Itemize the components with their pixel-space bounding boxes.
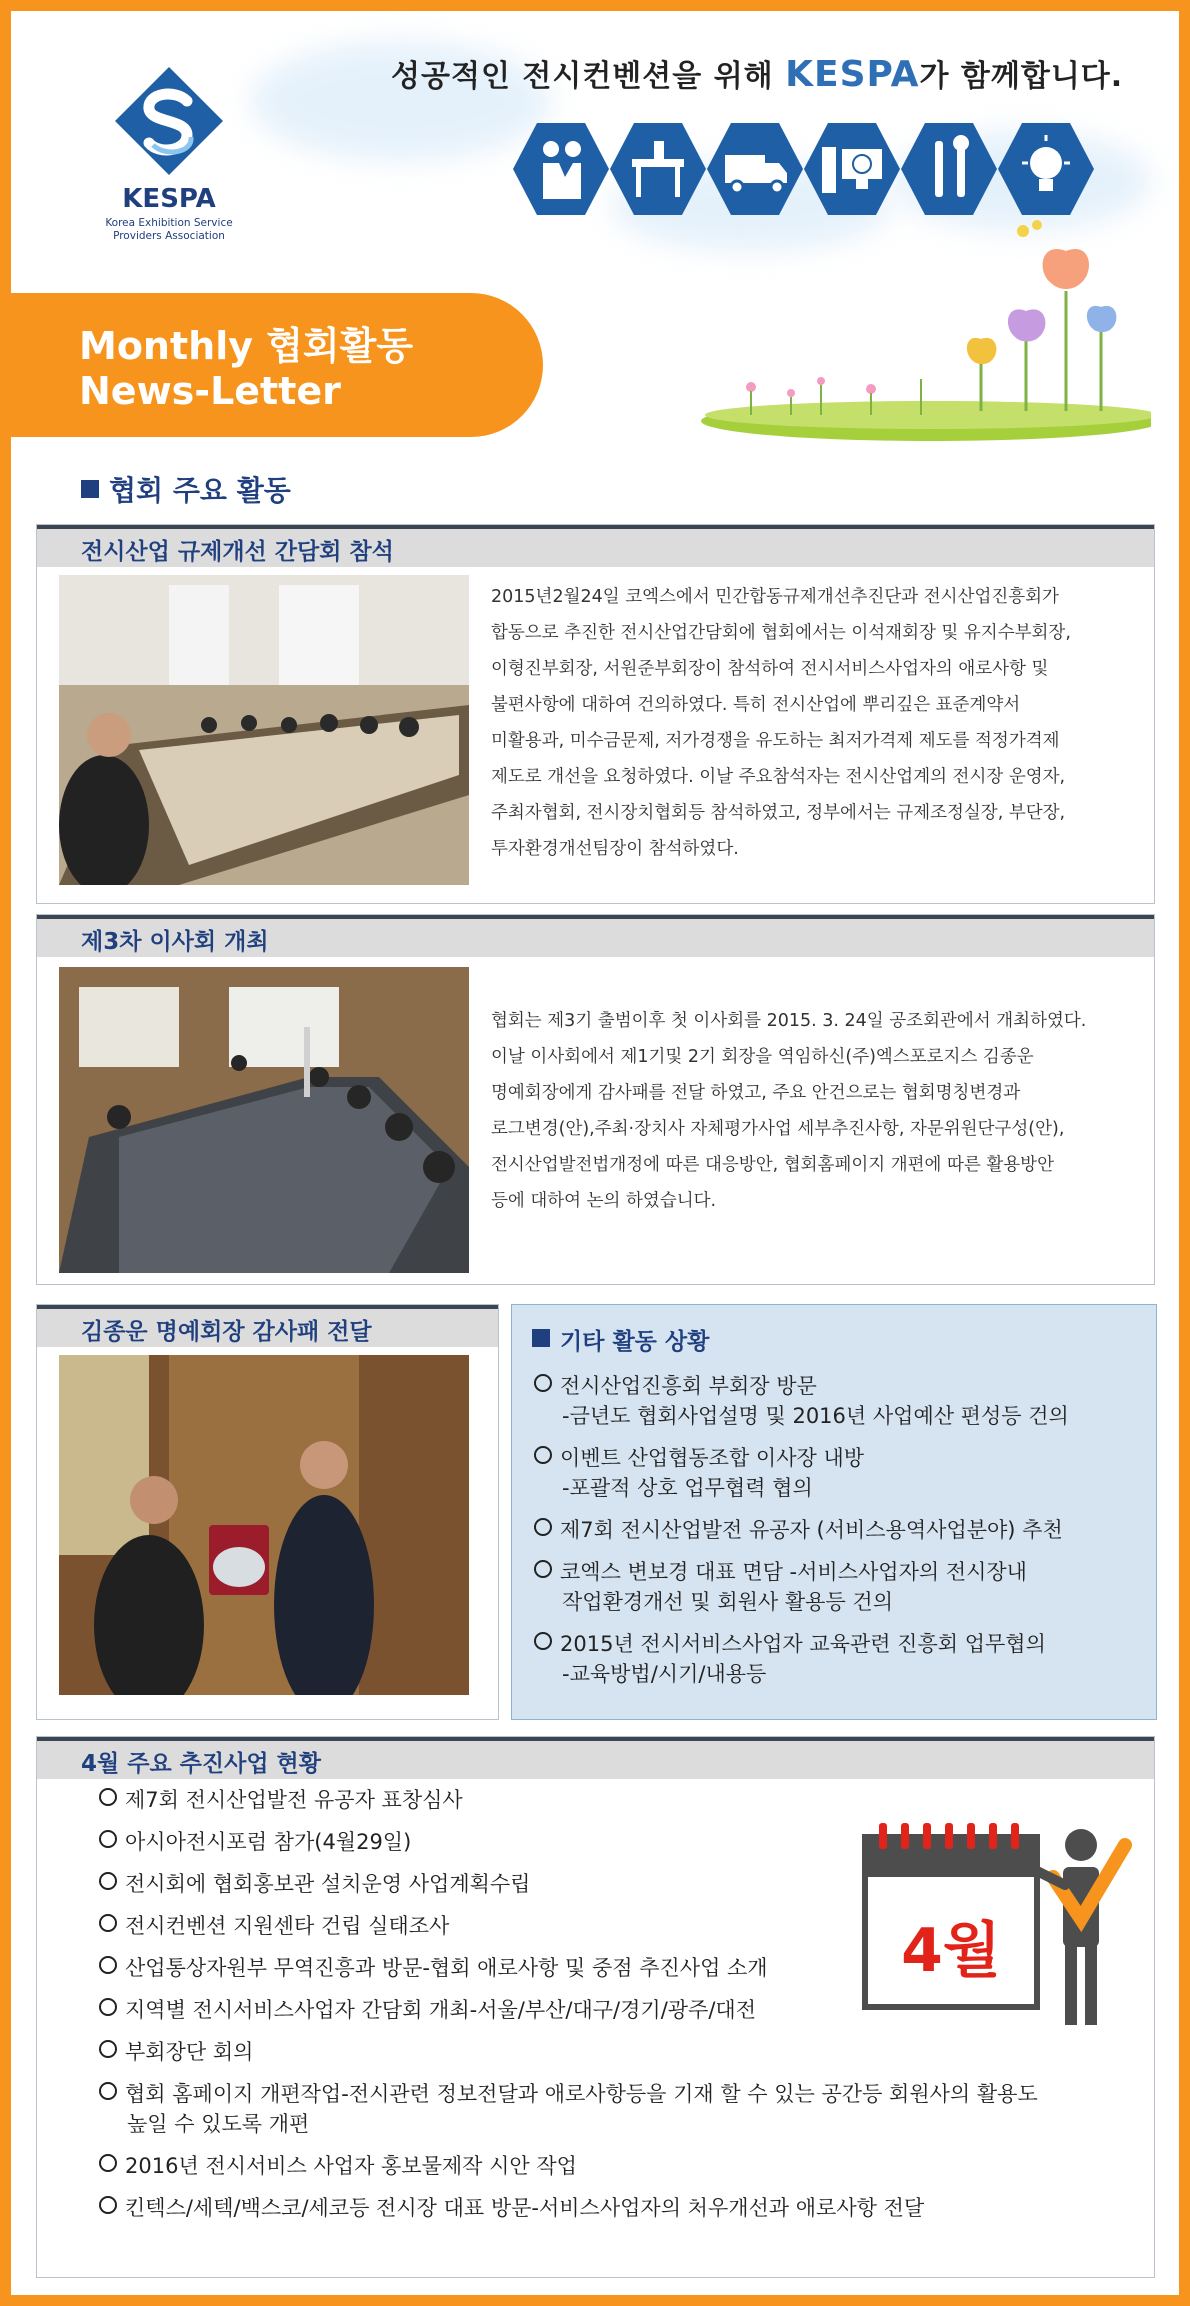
newsletter-banner xyxy=(11,293,543,437)
activity-item-detail: -포괄적 상호 업무협력 협의 xyxy=(562,1476,813,1500)
section-title: 협회 주요 활동 xyxy=(81,469,291,509)
activity-item: 2015년 전시서비스사업자 교육관련 진흥회 업무협의 xyxy=(534,1629,1046,1659)
activity-item: 코엑스 변보경 대표 면담 -서비스사업자의 전시장내 xyxy=(534,1557,1027,1587)
tagline: 성공적인 전시컨벤션을 위해 KESPA가 함께합니다. xyxy=(391,54,1124,95)
activity-item-detail: 작업환경개선 및 회원사 활용등 건의 xyxy=(562,1590,893,1614)
calendar-month-label: 4월 xyxy=(901,1916,1001,1986)
box-title: 4월 주요 추진사업 현황 xyxy=(81,1751,321,1777)
award-photo xyxy=(59,1355,469,1695)
plan-item: 전시회에 협회홍보관 설치운영 사업계획수립 xyxy=(99,1869,530,1899)
tagline-brand: KESPA xyxy=(785,54,920,95)
news-box-regulation-meeting xyxy=(36,524,1155,904)
april-calendar-illustration xyxy=(857,1815,1137,2035)
meeting-photo xyxy=(59,575,469,885)
plan-item-continued: 높일 수 있도록 개편 xyxy=(127,2112,310,2136)
logo-text: KESPA xyxy=(122,184,216,214)
handshake-icon xyxy=(513,123,609,215)
other-activities-box xyxy=(511,1304,1157,1720)
plan-item: 킨텍스/세텍/백스코/세코등 전시장 대표 방문-서비스사업자의 처우개선과 애로사항 전달 xyxy=(99,2193,924,2223)
other-activities-title: 기타 활동 상황 xyxy=(532,1323,709,1356)
activity-item: 전시산업진흥회 부회장 방문 xyxy=(534,1371,817,1401)
plan-item: 부회장단 회의 xyxy=(99,2037,253,2067)
april-plan-box xyxy=(36,1736,1155,2278)
activity-item: 제7회 전시산업발전 유공자 (서비스용역사업분야) 추천 xyxy=(534,1515,1063,1545)
truck-icon xyxy=(707,123,803,215)
plan-item: 지역별 전시서비스사업자 간담회 개최-서울/부산/대구/경기/광주/대전 xyxy=(99,1995,756,2025)
activity-item-detail: -교육방법/시기/내용등 xyxy=(562,1662,767,1686)
kespa-logo xyxy=(79,61,259,251)
box-title: 제3차 이사회 개최 xyxy=(81,929,269,955)
activity-item: 이벤트 산업협동조합 이사장 내방 xyxy=(534,1443,864,1473)
plan-item: 산업통상자원부 무역진흥과 방문-협회 애로사항 및 중점 추진사업 소개 xyxy=(99,1953,768,1983)
activity-item-detail: -금년도 협회사업설명 및 2016년 사업예산 편성등 건의 xyxy=(562,1404,1069,1428)
plan-item: 아시아전시포럼 참가(4월29일) xyxy=(99,1827,411,1857)
news-box-board-meeting xyxy=(36,914,1155,1285)
flower-illustration xyxy=(671,211,1151,451)
news-box-award xyxy=(36,1304,499,1720)
plan-item: 협회 홈페이지 개편작업-전시관련 정보전달과 애로사항등을 기재 할 수 있는 공간등 회원사의 활용도 xyxy=(99,2079,1038,2109)
newsletter-page xyxy=(11,11,1179,2295)
plan-item: 전시컨벤션 지원센타 건립 실태조사 xyxy=(99,1911,449,1941)
tools-icon xyxy=(901,123,997,215)
box-title: 전시산업 규제개선 간담회 참석 xyxy=(81,539,394,565)
box1-paragraph: 2015년2월24일 코엑스에서 민간합동규제개선추진단과 전시산업진흥회가 합동으로 추진한 전시산업간담회에 협회에서는 이석재회장 및 유지수부회장, 이형진부회장, 서원준부회장이 참석하여 전시서비스사업자의 애로사항 및 불편사항에 대하여 건의하였다. 특히 전시산업에 뿌리깊은 표준계약서 미활용과, 미수금문제, 저가경쟁을 유도하는 최저가격제 제도를 적정가격제 제도로 개선을 요청하였다. 이날 주요참석자는 전시산업계의 전시장 운영자, 주최자협회, 전시장치협회등 참석하였고, 정부에서는 규제조정실장, 부단장, 투자환경개선팀장이 참석하였다. xyxy=(491,587,1071,859)
svg-text:Korea Exhibition Service: Korea Exhibition Service xyxy=(105,217,233,229)
box2-paragraph: 협회는 제3기 출범이후 첫 이사회를 2015. 3. 24일 공조회관에서 개최하였다. 이날 이사회에서 제1기및 2기 회장을 역임하신(주)엑스포로지스 김종운 명예회장에게 감사패를 전달 하였고, 주요 안건으로는 협회명칭변경과 로그변경(안),주최·장치사 자체평가사업 세부추진사항, 자문위원단구성(안), 전시산업발전법개정에 따른 대응방안, 협회홈페이지 개편에 따른 활용방안 등에 대하여 논의 하였습니다. xyxy=(491,1011,1087,1211)
banner-subtitle: News-Letter xyxy=(79,369,341,413)
computer-icon xyxy=(804,123,900,215)
service-icons-row xyxy=(513,121,1113,217)
svg-text:Providers Association: Providers Association xyxy=(113,230,225,242)
board-meeting-photo xyxy=(59,967,469,1273)
plan-item: 제7회 전시산업발전 유공자 표창심사 xyxy=(99,1785,463,1815)
desk-icon xyxy=(610,123,706,215)
box-title: 김종운 명예회장 감사패 전달 xyxy=(81,1319,372,1345)
banner-title: Monthly 협회활동 xyxy=(79,324,414,368)
plan-item: 2016년 전시서비스 사업자 홍보물제작 시안 작업 xyxy=(99,2151,577,2181)
lightbulb-icon xyxy=(998,123,1094,215)
